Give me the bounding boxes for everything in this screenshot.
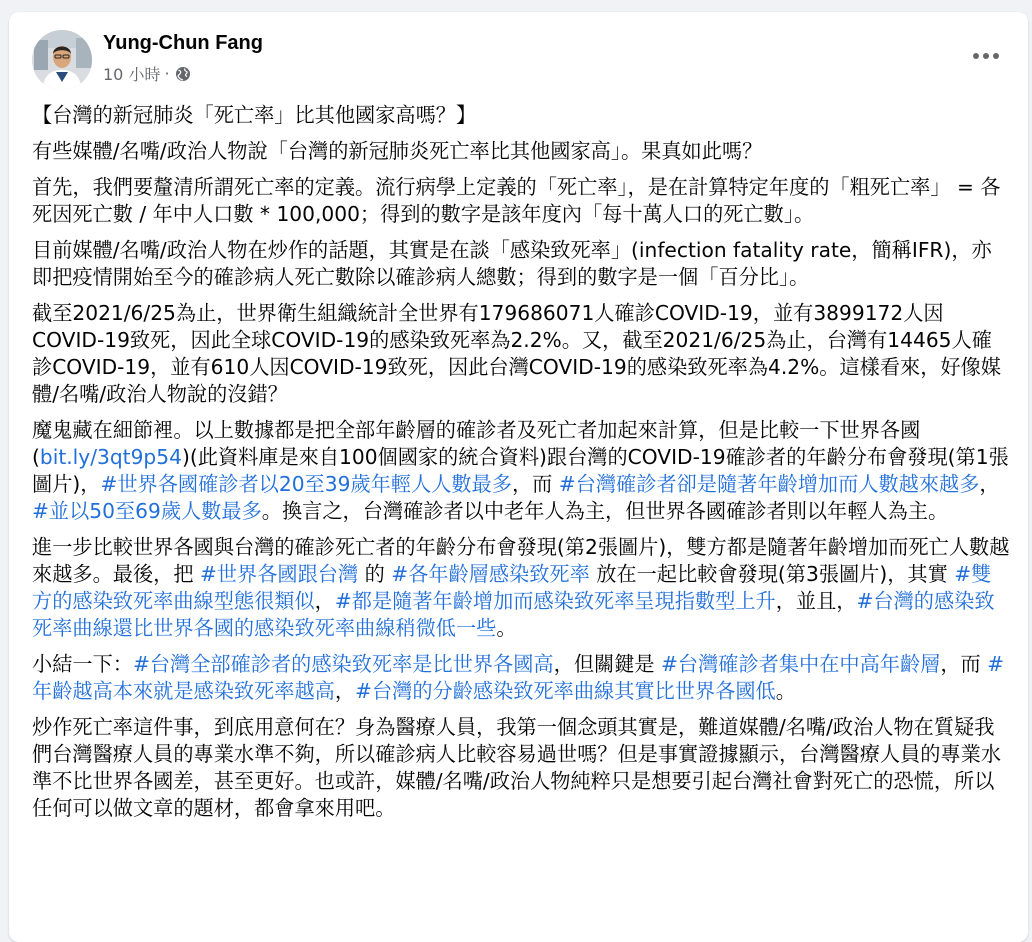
hashtag-link[interactable]: #台灣的感染致死率曲線還比世界各國的感染致死率曲線稍微低一些 bbox=[32, 589, 995, 640]
paragraph-text: 。換言之，台灣確診者以中老年人為主，但世界各國確診者則以年輕人為主。 bbox=[261, 499, 949, 523]
paragraph-text: ，而 bbox=[940, 652, 988, 676]
paragraph-text: )(此資料庫是來自100個國家的統合資料)跟台灣的COVID-19確診者的年齡分布會發現(第1張圖片)， bbox=[32, 445, 1009, 496]
paragraph-text: 。 bbox=[496, 616, 517, 640]
paragraph-text: 有些媒體/名嘴/政治人物說「台灣的新冠肺炎死亡率比其他國家高」。果真如此嗎？ bbox=[32, 139, 763, 163]
hashtag-link[interactable]: #台灣全部確診者的感染致死率是比世界各國高 bbox=[132, 652, 554, 676]
hashtag-link[interactable]: #世界各國跟台灣 bbox=[199, 562, 359, 586]
post-paragraph bbox=[32, 651, 1010, 705]
meta-separator: · bbox=[164, 64, 170, 83]
post-paragraph bbox=[32, 714, 1010, 822]
hashtag-link[interactable]: #台灣確診者卻是隨著年齡增加而人數越來越多 bbox=[558, 472, 980, 496]
paragraph-text: 的 bbox=[358, 562, 392, 586]
hashtag-link[interactable]: #雙方的感染致死率曲線型態很類似 bbox=[32, 562, 992, 613]
paragraph-text: 目前媒體/名嘴/政治人物在炒作的話題，其實是在談「感染致死率」(infection fatality rate，簡稱IFR)，亦即把疫情開始至今的確診病人死亡數除以確診病人總數；得到的數字是一個「百分比」。 bbox=[32, 238, 992, 289]
post-paragraph bbox=[32, 417, 1010, 525]
globe-icon[interactable] bbox=[175, 66, 191, 82]
hashtag-link[interactable]: #都是隨著年齡增加而感染致死率呈現指數型上升 bbox=[334, 589, 776, 613]
post-paragraph bbox=[32, 174, 1010, 228]
external-link[interactable]: bit.ly/3qt9p54 bbox=[39, 445, 182, 469]
hashtag-link[interactable]: #並以50至69歲人數最多 bbox=[32, 499, 262, 523]
paragraph-text: ，而 bbox=[511, 472, 559, 496]
paragraph-text: ， bbox=[979, 472, 1000, 496]
post-paragraph bbox=[32, 300, 1010, 408]
paragraph-text: ， bbox=[314, 589, 335, 613]
more-options-icon bbox=[972, 52, 1000, 60]
paragraph-text: 魔鬼藏在細節裡。以上數據都是把全部年齡層的確診者及死亡者加起來計算，但是比較一下世界各國( bbox=[32, 418, 921, 469]
paragraph-text: 首先，我們要釐清所謂死亡率的定義。流行病學上定義的「死亡率」，是在計算特定年度的「粗死亡率」 = 各死因死亡數 / 年中人口數 * 100,000；得到的數字是該年度內「每十萬人口的死亡數」。 bbox=[32, 175, 1001, 226]
hashtag-link[interactable]: #台灣確診者集中在中高年齡層 bbox=[660, 652, 941, 676]
post-card bbox=[9, 12, 1028, 942]
post-header bbox=[9, 12, 1028, 100]
post-paragraph bbox=[32, 534, 1010, 642]
post-meta bbox=[103, 62, 191, 85]
paragraph-text: ， bbox=[334, 679, 356, 703]
paragraph-text: 【台灣的新冠肺炎「死亡率」比其他國家高嗎？】 bbox=[32, 103, 477, 127]
hashtag-link[interactable]: #年齡越高本來就是感染致死率越高 bbox=[32, 652, 1005, 703]
hashtag-link[interactable]: #各年齡層感染致死率 bbox=[391, 562, 590, 586]
post-time[interactable]: 10 小時 bbox=[103, 65, 161, 84]
author-name[interactable]: Yung-Chun Fang bbox=[103, 32, 263, 54]
paragraph-text: 炒作死亡率這件事，到底用意何在？身為醫療人員，我第一個念頭其實是，難道媒體/名嘴/政治人物在質疑我們台灣醫療人員的專業水準不夠，所以確診病人比較容易過世嗎？但是事實證據顯示，台灣醫療人員的專業水準不比世界各國差，甚至更好。也或許，媒體/名嘴/政治人物純粹只是想要引起台灣社會對死亡的恐慌，所以任何可以做文章的題材，都會拿來用吧。 bbox=[32, 715, 1002, 820]
avatar-photo bbox=[32, 30, 92, 90]
paragraph-text: 小結一下： bbox=[32, 652, 133, 676]
hashtag-link[interactable]: #台灣的分齡感染致死率曲線其實比世界各國低 bbox=[355, 679, 776, 703]
post-paragraph bbox=[32, 102, 1010, 129]
more-options-button[interactable] bbox=[968, 44, 1004, 68]
hashtag-link[interactable]: #世界各國確診者以20至39歲年輕人人數最多 bbox=[100, 472, 512, 496]
post-body bbox=[32, 102, 1010, 831]
post-paragraph bbox=[32, 237, 1010, 291]
paragraph-text: 放在一起比較會發現(第3張圖片)，其實 bbox=[589, 562, 955, 586]
post-paragraph bbox=[32, 138, 1010, 165]
paragraph-text: 截至2021/6/25為止，世界衛生組織統計全世界有179686071人確診COVID-19，並有3899172人因COVID-19致死，因此全球COVID-19的感染致死率為2.2%。又，截至2021/6/25為止，台灣有14465人確診COVID-19，並有610人因COVID-19致死，因此台灣COVID-19的感染致死率為4.2%。這樣看來，好像媒體/名嘴/政治人物說的沒錯？ bbox=[32, 301, 1001, 406]
paragraph-text: ，但關鍵是 bbox=[553, 652, 661, 676]
author-avatar[interactable] bbox=[32, 30, 92, 90]
paragraph-text: ，並且， bbox=[775, 589, 857, 613]
paragraph-text: 。 bbox=[775, 679, 796, 703]
paragraph-text: 進一步比較世界各國與台灣的確診死亡者的年齡分布會發現(第2張圖片)，雙方都是隨著年齡增加而死亡人數越來越多。最後，把 bbox=[32, 535, 1010, 586]
